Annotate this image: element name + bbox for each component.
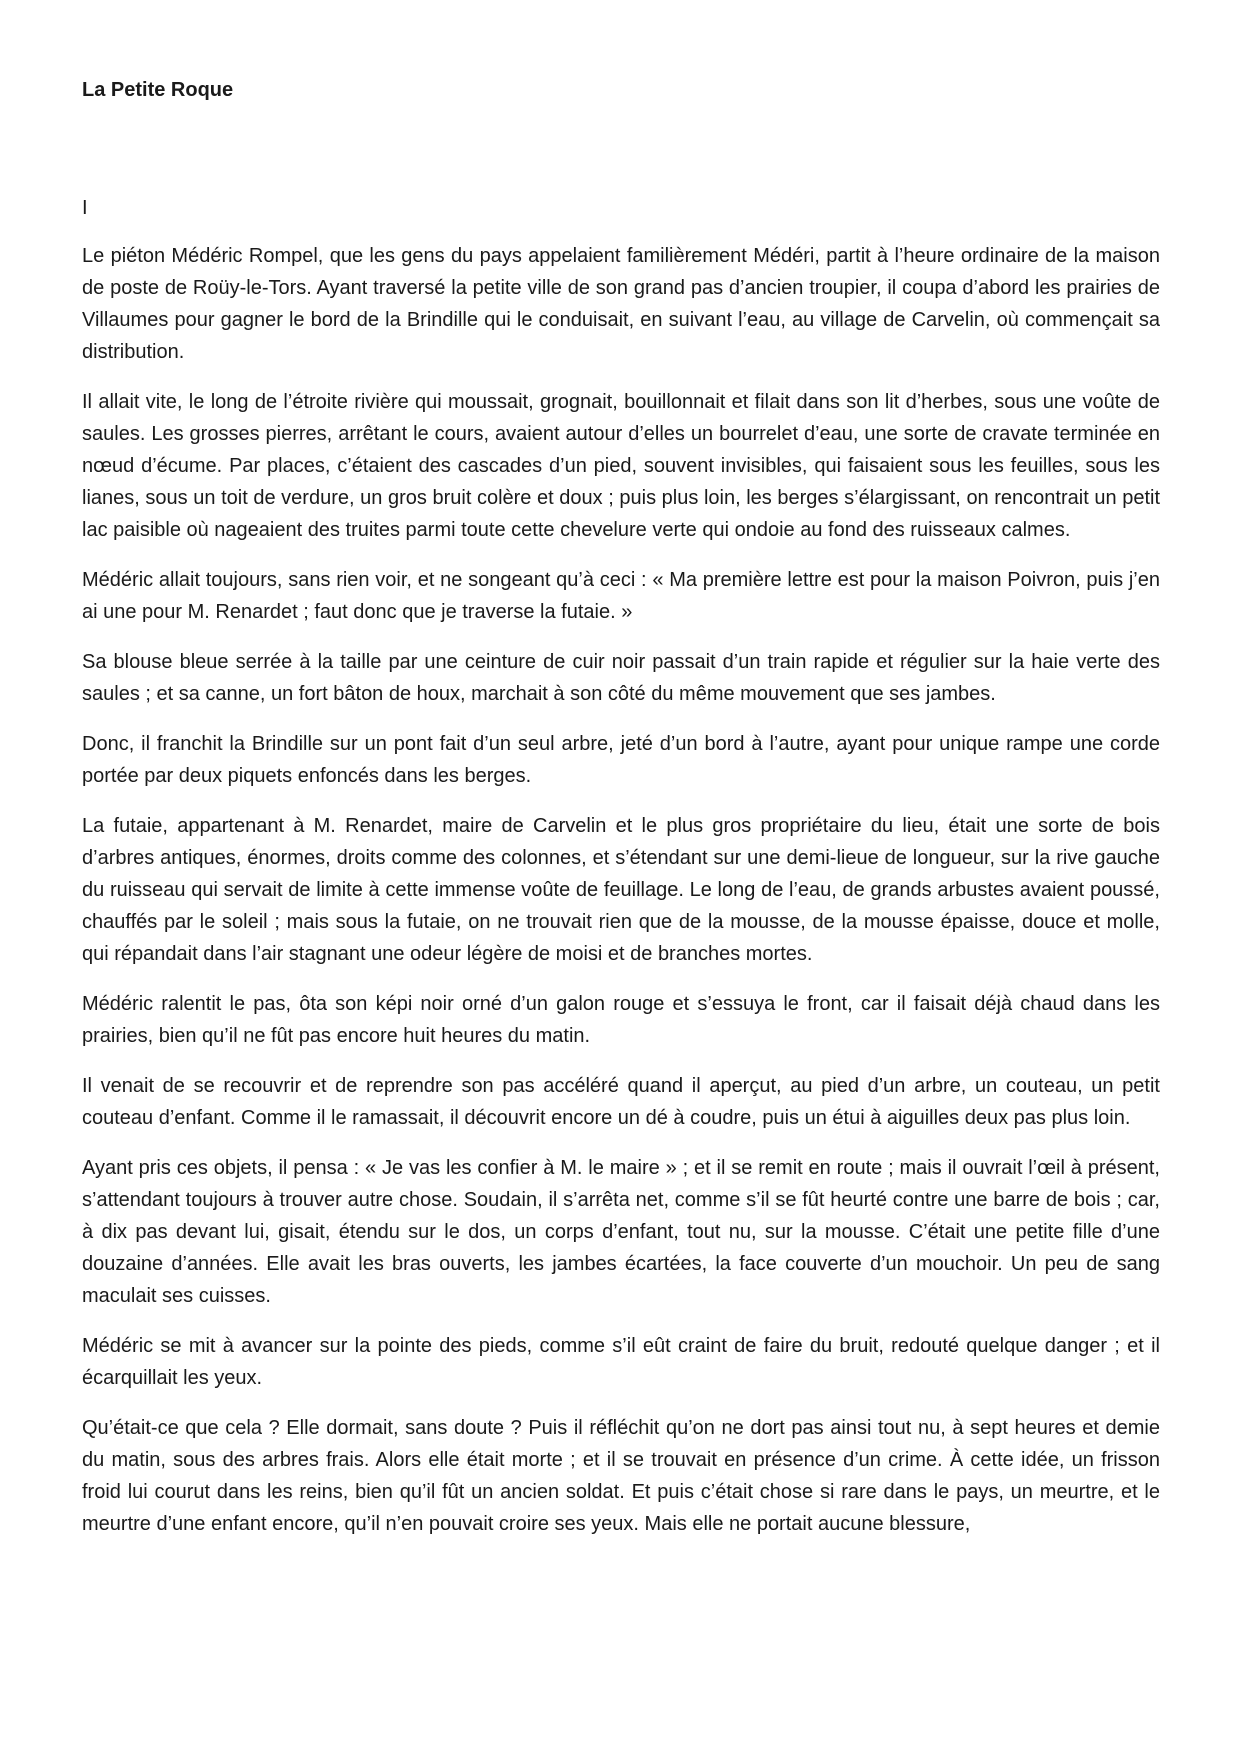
paragraph: Qu’était-ce que cela ? Elle dormait, sans doute ? Puis il réfléchit qu’on ne dort pas ainsi tout nu, à sept heures et demie du matin, sous des arbres frais. Alors elle était morte ; et il se trouvait en présence d’un crime. À cette idée, un frisson froid lui courut dans les reins, bien qu’il fût un ancien soldat. Et puis c’était chose si rare dans le pays, un meurtre, et le meurtre d’une enfant encore, qu’il n’en pouvait croire ses yeux. Mais elle ne portait aucune blessure,	[82, 1417, 1160, 1535]
paragraph: Médéric ralentit le pas, ôta son képi noir orné d’un galon rouge et s’essuya le front, car il faisait déjà chaud dans les prairies, bien qu’il ne fût pas encore huit heures du matin.	[82, 993, 1160, 1047]
paragraph: Il allait vite, le long de l’étroite rivière qui moussait, grognait, bouillonnait et filait dans son lit d’herbes, sous une voûte de saules. Les grosses pierres, arrêtant le cours, avaient autour d’elles un bourrelet d’eau, une sorte de cravate terminée en nœud d’écume. Par places, c’étaient des cascades d’un pied, souvent invisibles, qui faisaient sous les feuilles, sous les lianes, sous un toit de verdure, un gros bruit colère et doux ; puis plus loin, les berges s’élargissant, on rencontrait un petit lac paisible où nageaient des truites parmi toute cette chevelure verte qui ondoie au fond des ruisseaux calmes.	[82, 391, 1160, 541]
document-title: La Petite Roque	[82, 79, 234, 101]
paragraph: Donc, il franchit la Brindille sur un pont fait d’un seul arbre, jeté d’un bord à l’autre, ayant pour unique rampe une corde portée par deux piquets enfoncés dans les berges.	[82, 733, 1160, 787]
paragraph: Le piéton Médéric Rompel, que les gens du pays appelaient familièrement Médéri, partit à l’heure ordinaire de la maison de poste de Roüy-le-Tors. Ayant traversé la petite ville de son grand pas d’ancien troupier, il coupa d’abord les prairies de Villaumes pour gagner le bord de la Brindille qui le conduisait, en suivant l’eau, au village de Carvelin, où commençait sa distribution.	[82, 245, 1160, 363]
paragraph: Il venait de se recouvrir et de reprendre son pas accéléré quand il aperçut, au pied d’un arbre, un couteau, un petit couteau d’enfant. Comme il le ramassait, il découvrit encore un dé à coudre, puis un étui à aiguilles deux pas plus loin.	[82, 1075, 1160, 1129]
paragraph: Médéric se mit à avancer sur la pointe des pieds, comme s’il eût craint de faire du bruit, redouté quelque danger ; et il écarquillait les yeux.	[82, 1335, 1160, 1389]
paragraph: Médéric allait toujours, sans rien voir, et ne songeant qu’à ceci : « Ma première lettre est pour la maison Poivron, puis j’en ai une pour M. Renardet ; faut donc que je traverse la futaie. »	[82, 569, 1160, 623]
paragraph: La futaie, appartenant à M. Renardet, maire de Carvelin et le plus gros propriétaire du lieu, était une sorte de bois d’arbres antiques, énormes, droits comme des colonnes, et s’étendant sur une demi-lieue de longueur, sur la rive gauche du ruisseau qui servait de limite à cette immense voûte de feuillage. Le long de l’eau, de grands arbustes avaient poussé, chauffés par le soleil ; mais sous la futaie, on ne trouvait rien que de la mousse, de la mousse épaisse, douce et molle, qui répandait dans l’air stagnant une odeur légère de moisi et de branches mortes.	[82, 815, 1160, 965]
paragraph: Ayant pris ces objets, il pensa : « Je vas les confier à M. le maire » ; et il se remit en route ; mais il ouvrait l’œil à présent, s’attendant toujours à trouver autre chose. Soudain, il s’arrêta net, comme s’il se fût heurté contre une barre de bois ; car, à dix pas devant lui, gisait, étendu sur le dos, un corps d’enfant, tout nu, sur la mousse. C’était une petite fille d’une douzaine d’années. Elle avait les bras ouverts, les jambes écartées, la face couverte d’un mouchoir. Un peu de sang maculait ses cuisses.	[82, 1157, 1160, 1307]
paragraph: Sa blouse bleue serrée à la taille par une ceinture de cuir noir passait d’un train rapide et régulier sur la haie verte des saules ; et sa canne, un fort bâton de houx, marchait à son côté du même mouvement que ses jambes.	[82, 651, 1160, 705]
chapter-number: I	[82, 197, 88, 219]
document-page	[82, 78, 1160, 1540]
